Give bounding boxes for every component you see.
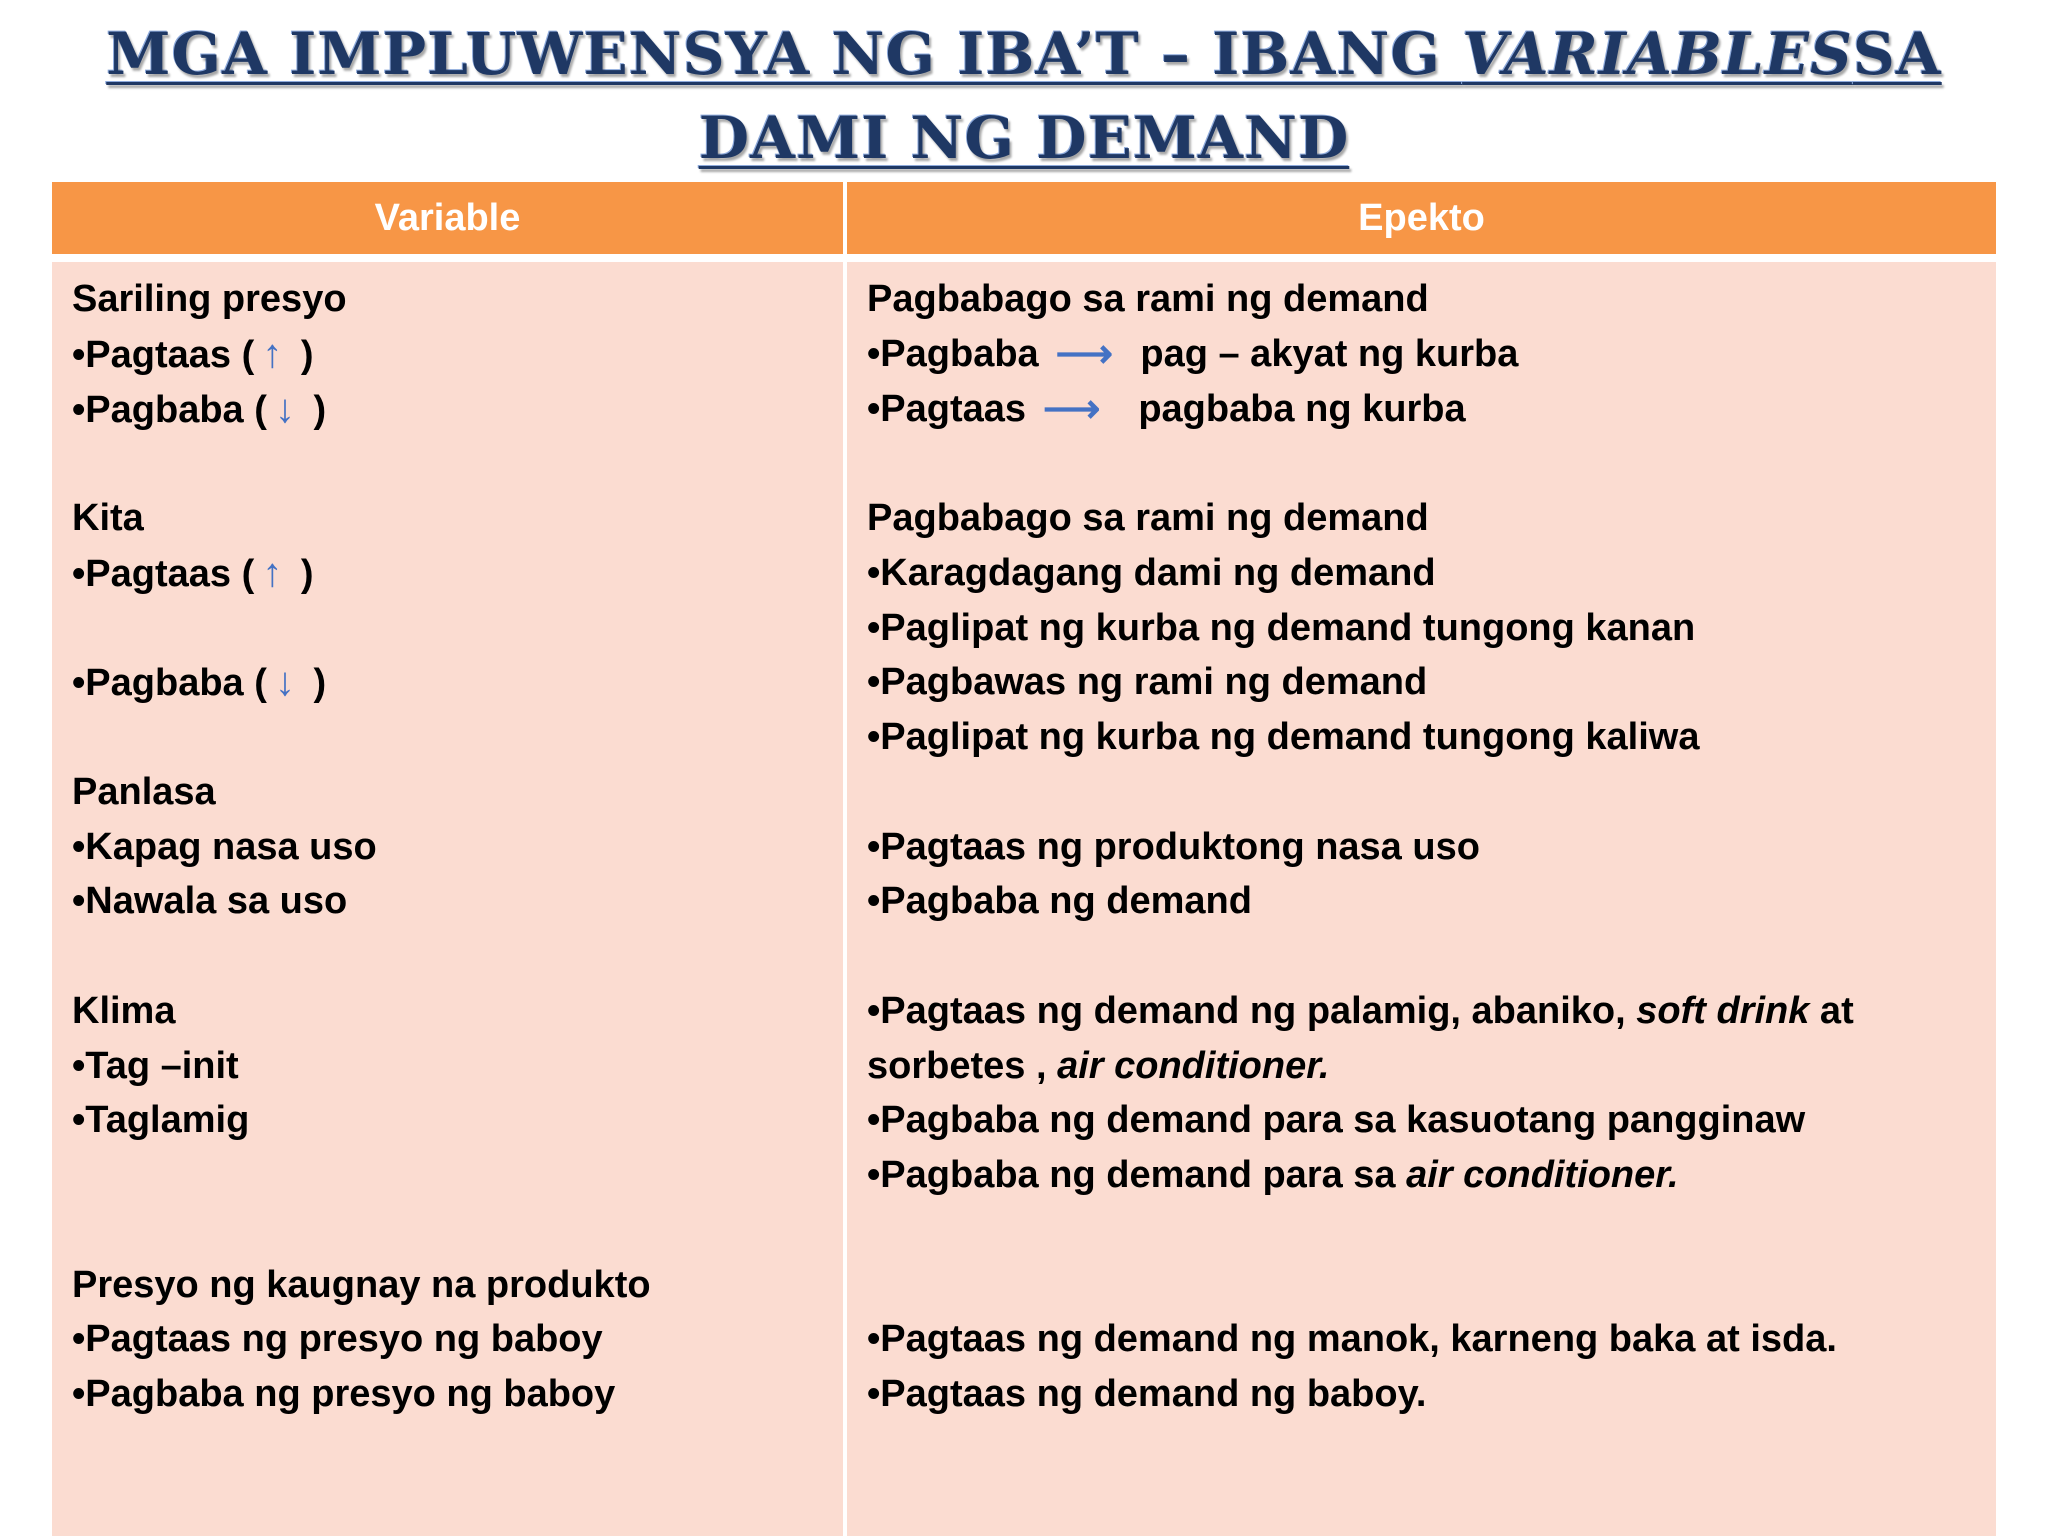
arrow-up-icon: ↑ — [262, 551, 283, 595]
list-item: •Tag –init — [72, 1045, 239, 1087]
table-header-row — [52, 182, 1996, 254]
list-item: •Pagtaas ng produktong nasa uso — [867, 826, 1480, 868]
list-item: •Pagtaas ( ↑ ) — [72, 546, 313, 601]
list-item: •Taglamig — [72, 1099, 250, 1141]
list-item: •Nawala sa uso — [72, 880, 348, 922]
arrow-down-icon: ↓ — [274, 387, 295, 431]
title-text-main: MGA IMPLUWENSYA NG IBA’T – IBANG — [106, 20, 1463, 88]
title-text-end: SA — [1852, 20, 1942, 88]
list-item: •Paglipat ng kurba ng demand tungong kanan — [867, 607, 1696, 649]
arrow-right-icon: ⟶ — [1055, 332, 1113, 376]
header-variable: Variable — [52, 182, 847, 254]
panlasa-heading: Panlasa — [72, 771, 216, 813]
list-item: •Pagtaas ng demand ng palamig, abaniko, soft drink at — [867, 990, 1854, 1032]
list-item: •Pagtaas ( ↑ ) — [72, 327, 313, 382]
list-item: •Pagbaba ng demand para sa air conditioner. — [867, 1154, 1679, 1196]
arrow-down-icon: ↓ — [274, 660, 295, 704]
list-item: •Pagbaba ng presyo ng baboy — [72, 1373, 616, 1415]
kita-heading: Kita — [72, 497, 144, 539]
list-item: •Pagtaas ng demand ng manok, karneng baka at isda. — [867, 1318, 1837, 1360]
title-text-italic: VARIABLES — [1462, 20, 1853, 88]
list-item: •Paglipat ng kurba ng demand tungong kaliwa — [867, 716, 1700, 758]
variable-column — [52, 262, 847, 1536]
slide-title-line-1 — [0, 20, 2048, 88]
klima-heading: Klima — [72, 990, 176, 1032]
list-item: Pagbabago sa rami ng demand — [867, 497, 1429, 539]
list-item: Pagbabago sa rami ng demand — [867, 278, 1429, 320]
list-item: •Pagtaas ng presyo ng baboy — [72, 1318, 603, 1360]
list-item: •Pagbaba ( ↓ ) — [72, 382, 326, 437]
list-item: sorbetes , air conditioner. — [867, 1045, 1330, 1087]
list-item: •Kapag nasa uso — [72, 826, 377, 868]
list-item: •Pagbawas ng rami ng demand — [867, 661, 1428, 703]
list-item: •Pagtaas ⟶ pagbaba ng kurba — [867, 382, 1466, 437]
table-body-row — [52, 258, 1996, 1536]
sariling-presyo-heading: Sariling presyo — [72, 278, 347, 320]
slide-title-line-2: DAMI NG DEMAND — [698, 104, 1350, 172]
demand-variables-table — [52, 182, 1996, 1536]
arrow-right-icon: ⟶ — [1042, 387, 1101, 431]
arrow-up-icon: ↑ — [262, 332, 283, 376]
presyo-kaugnay-heading: Presyo ng kaugnay na produkto — [72, 1264, 651, 1306]
epekto-column — [847, 262, 1996, 1536]
list-item: •Karagdagang dami ng demand — [867, 552, 1436, 594]
list-item: •Pagbaba ng demand — [867, 880, 1252, 922]
list-item: •Pagbaba ( ↓ ) — [72, 655, 326, 710]
list-item: •Pagbaba ⟶ pag – akyat ng kurba — [867, 327, 1518, 382]
list-item: •Pagtaas ng demand ng baboy. — [867, 1373, 1427, 1415]
list-item: •Pagbaba ng demand para sa kasuotang pangginaw — [867, 1099, 1806, 1141]
header-epekto: Epekto — [1358, 196, 1485, 239]
